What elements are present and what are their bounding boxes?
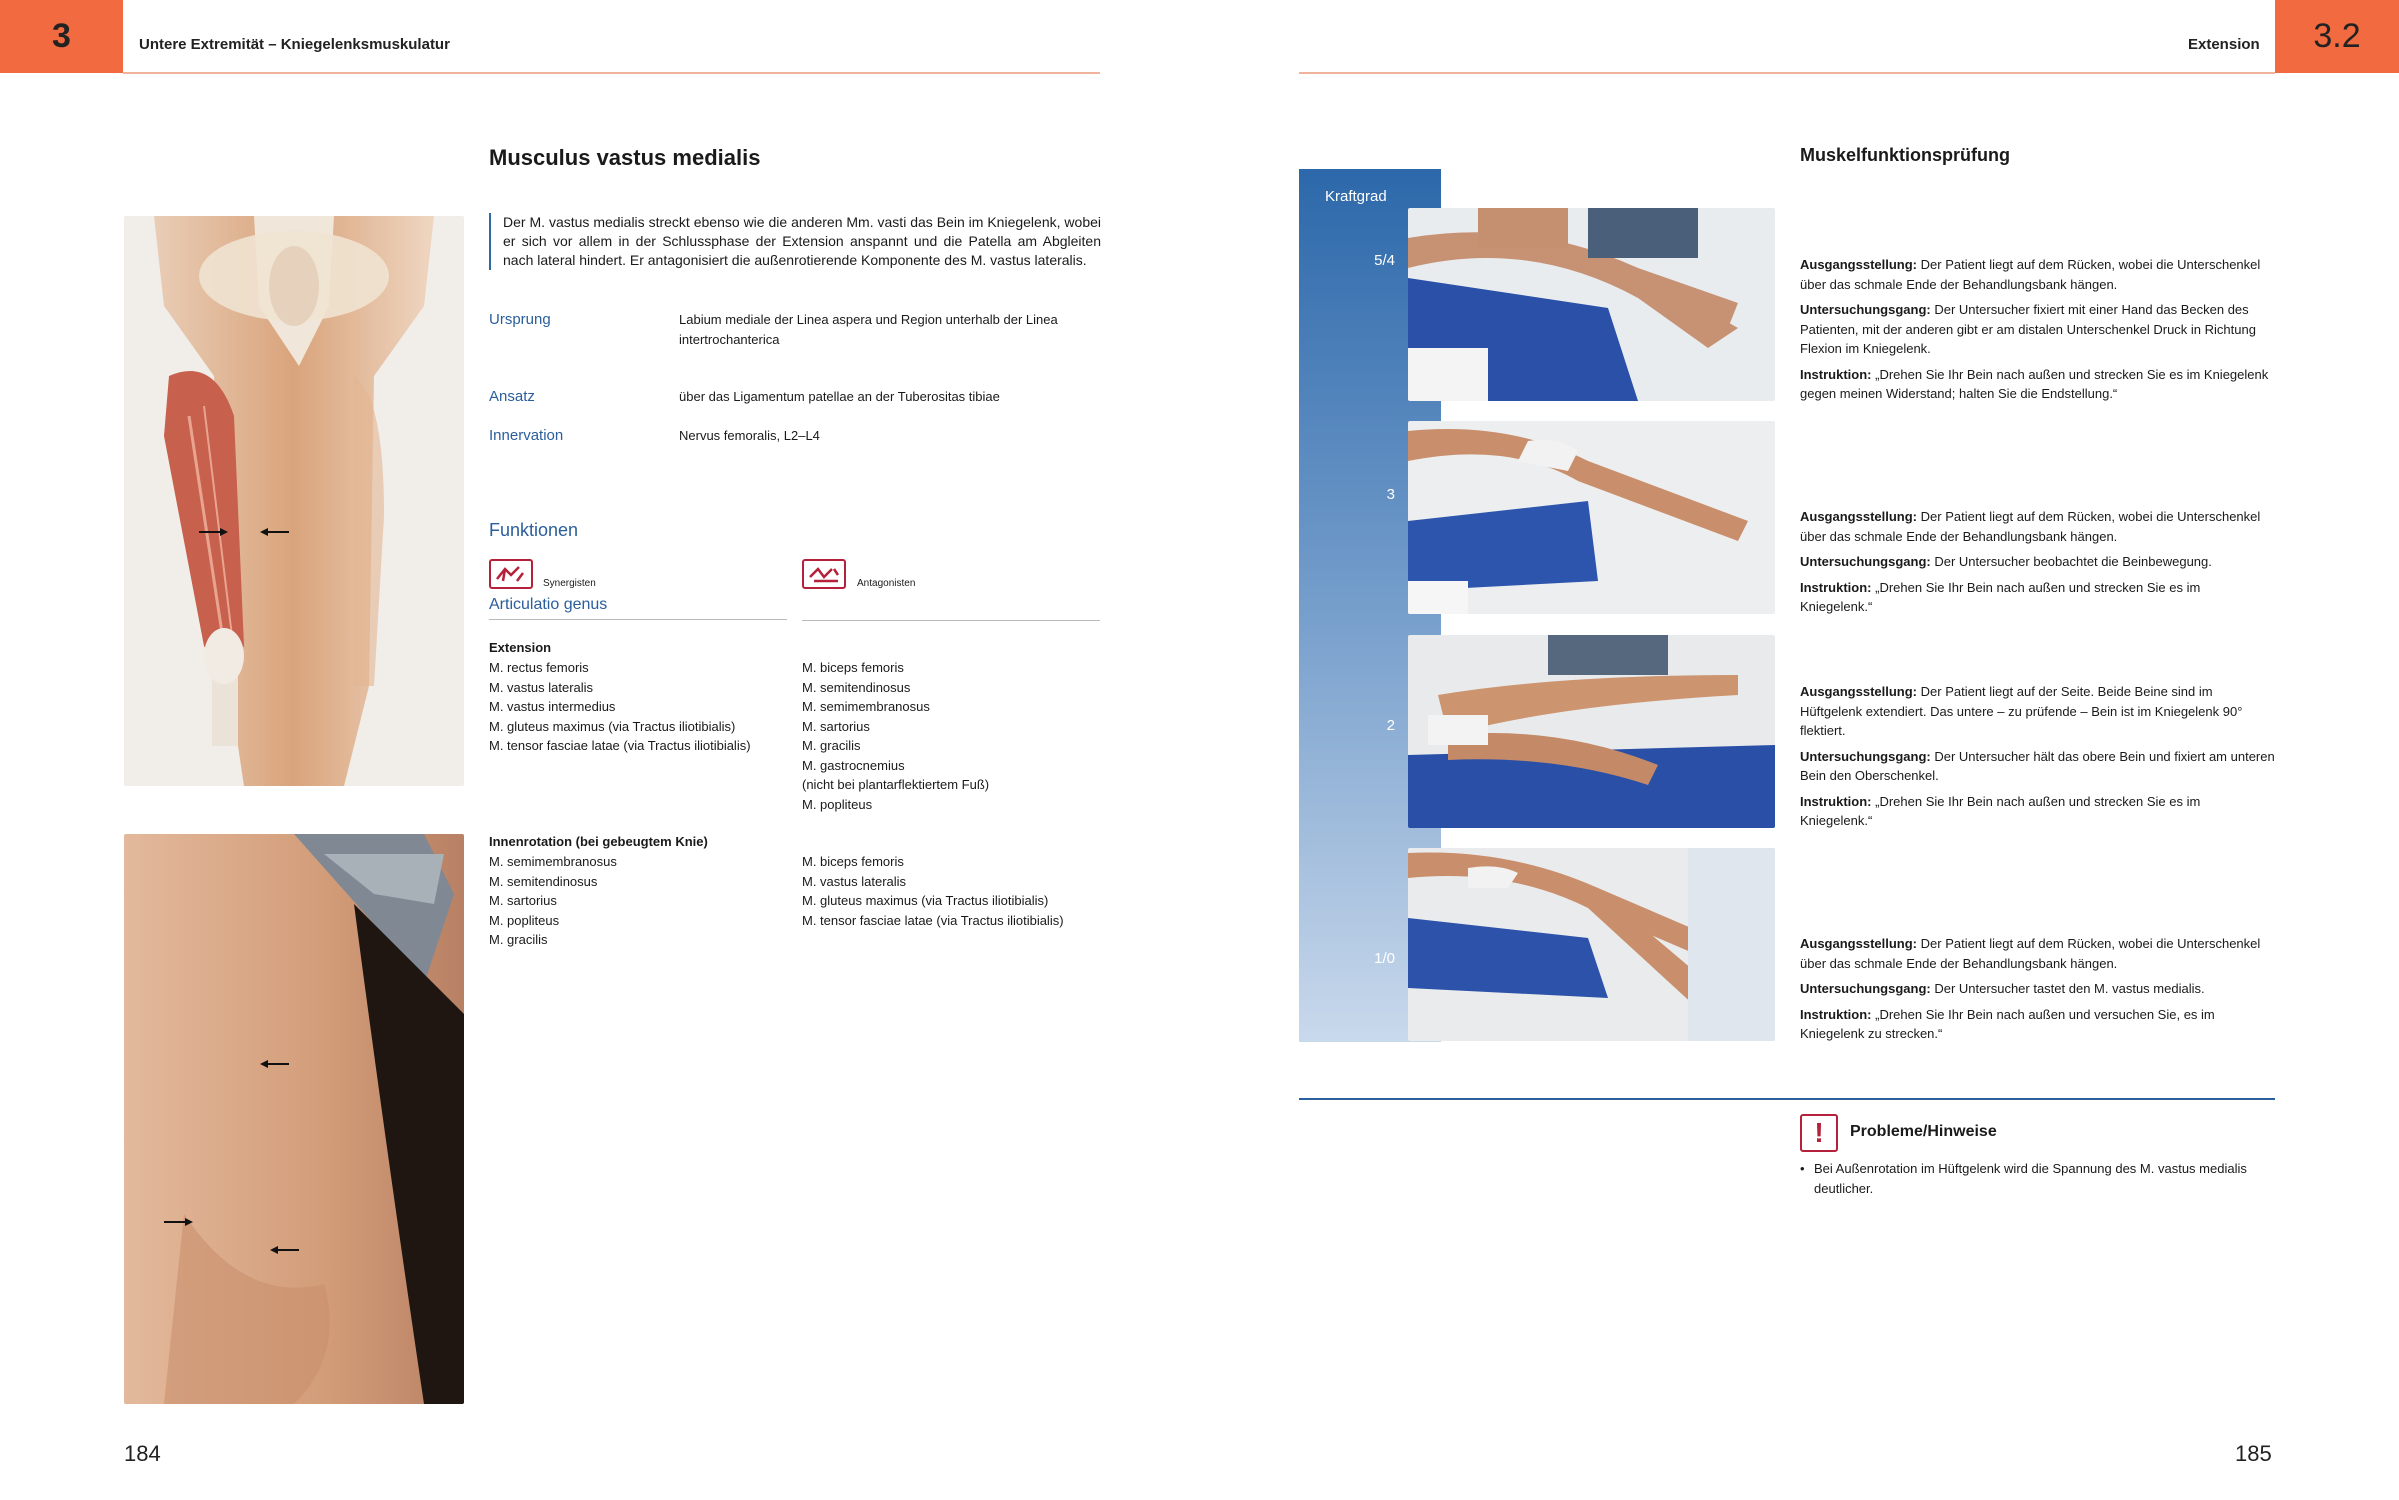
list-item: M. sartorius [802, 718, 870, 734]
test-photo-grade-2 [1408, 635, 1775, 828]
grade-label: 5/4 [1374, 252, 1395, 269]
item-label: Untersuchungsgang: [1800, 748, 1931, 764]
anatomy-illustration [124, 216, 464, 786]
list-item: M. semimembranosus [489, 854, 617, 869]
item-label: Ausgangsstellung: [1800, 684, 1918, 699]
list-item: M. semitendinosus [489, 873, 598, 889]
item-text: Der Untersucher fixiert mit einer Hand das Becken des Patienten, mit der anderen gibt er am distalen Unterschenkel Druck in Richtung Flexion im Kniegelenk. [1800, 302, 2256, 356]
functions-heading: Funktionen [489, 520, 579, 540]
chapter-number-box [0, 0, 123, 73]
chapter-number: 3 [52, 17, 71, 55]
chapter-number-box [2275, 0, 2399, 73]
item-text: Der Untersucher beobachtet die Beinbewegung. [1934, 554, 2212, 569]
list-item: M. gracilis [802, 738, 861, 753]
list-item: M. popliteus [489, 912, 560, 928]
list-item: (nicht bei plantarflektiertem Fuß) [802, 777, 990, 792]
item-text: Der Untersucher tastet den M. vastus medialis. [1934, 981, 2205, 996]
list-item: M. vastus intermedius [489, 699, 616, 714]
function-group-title: Innenrotation (bei gebeugtem Knie) [489, 834, 708, 849]
list-item: M. semitendinosus [802, 679, 911, 695]
synergists-icon [489, 559, 533, 589]
item-label: Untersuchungsgang: [1800, 981, 1931, 996]
list-item: M. rectus femoris [489, 660, 589, 675]
page-number-left: 184 [124, 1441, 161, 1466]
grade-label: 3 [1386, 486, 1395, 503]
item-text: Der Patient liegt auf der Seite. Beide Beine sind im Hüftgelenk extendiert. Das untere – zu prüfende – Bein ist im Kniegelenk 90° flektiert. [1800, 684, 2243, 738]
problems-bullet [1800, 1159, 2275, 1198]
grade-label: 2 [1386, 717, 1395, 734]
list-item: M. vastus lateralis [802, 873, 907, 889]
item-label: Untersuchungsgang: [1800, 554, 1931, 569]
synergists-label: Synergisten [543, 578, 596, 589]
kraftgrad-label: Kraftgrad [1325, 188, 1387, 205]
antagonists-icon [802, 559, 846, 589]
item-label: Ausgangsstellung: [1800, 936, 1918, 951]
synergists-list [489, 658, 789, 756]
test-description-grade-5-4 [1800, 255, 2275, 410]
item-label: Instruktion: [1800, 793, 1872, 809]
intro-text: Der M. vastus medialis streckt ebenso wie die anderen Mm. vasti das Bein im Kniegelenk, wobei er sich vor allem in der Schlussphase der Extension anspannt und die Patella am Abgleiten nach lateral hindert. Er antagonisiert die außenrotierende Komponente des M. vastus lateralis. [489, 213, 1101, 270]
joint-rule-right [802, 620, 1100, 621]
leg-photo [124, 834, 464, 1404]
bullet-text: Bei Außenrotation im Hüftgelenk wird die Spannung des M. vastus medialis deutlicher. [1814, 1161, 2247, 1196]
item-label: Untersuchungsgang: [1800, 302, 1931, 317]
page-number-right: 185 [2235, 1441, 2272, 1466]
list-item: M. gracilis [489, 932, 548, 947]
item-text: Der Patient liegt auf dem Rücken, wobei die Unterschenkel über das schmale Ende der Behandlungsbank hängen. [1800, 257, 2261, 292]
problems-heading: Probleme/Hinweise [1850, 1123, 1997, 1140]
list-item: M. gastrocnemius [802, 757, 905, 773]
bullet-icon: • [1800, 1161, 1805, 1176]
list-item: M. semimembranosus [802, 699, 930, 714]
origin-label: Ursprung [489, 311, 551, 328]
antagonists-list [802, 658, 1102, 814]
list-item: M. popliteus [802, 796, 873, 812]
grade-label: 1/0 [1374, 950, 1395, 967]
insertion-label: Ansatz [489, 388, 535, 405]
item-text: „Drehen Sie Ihr Bein nach außen und strecken Sie es im Kniegelenk.“ [1800, 579, 2201, 614]
item-label: Ausgangsstellung: [1800, 509, 1918, 524]
header-rule-right [1299, 72, 2275, 74]
running-header-left: Untere Extremität – Kniegelenksmuskulatur [139, 36, 450, 53]
antagonists-list [802, 852, 1102, 930]
list-item: M. biceps femoris [802, 660, 904, 675]
item-text: „Drehen Sie Ihr Bein nach außen und versuchen Sie, es im Kniegelenk zu strecken.“ [1800, 1006, 2215, 1041]
item-text: Der Untersucher hält das obere Bein und fixiert am unteren Bein den Oberschenkel. [1800, 748, 2275, 783]
page-title: Musculus vastus medialis [489, 145, 761, 170]
exclamation-icon: ! [1800, 1114, 1838, 1152]
item-label: Instruktion: [1800, 579, 1872, 595]
item-label: Instruktion: [1800, 366, 1872, 382]
function-group-title: Extension [489, 640, 552, 655]
item-text: „Drehen Sie Ihr Bein nach außen und strecken Sie es im Kniegelenk gegen meinen Widerstand; halten Sie die Endstellung.“ [1800, 366, 2269, 401]
item-label: Instruktion: [1800, 1006, 1872, 1022]
insertion-value: über das Ligamentum patellae an der Tuberositas tibiae [679, 389, 1000, 404]
item-label: Ausgangsstellung: [1800, 257, 1918, 272]
chapter-number: 3.2 [2313, 17, 2361, 55]
list-item: M. sartorius [489, 893, 557, 908]
innervation-label: Innervation [489, 427, 564, 444]
test-photo-grade-1-0 [1408, 848, 1775, 1041]
item-text: Der Patient liegt auf dem Rücken, wobei die Unterschenkel über das schmale Ende der Behandlungsbank hängen. [1800, 936, 2261, 971]
test-description-grade-1-0 [1800, 934, 2275, 1050]
test-photo-grade-3 [1408, 421, 1775, 614]
joint-rule-left [489, 619, 787, 620]
list-item: M. gluteus maximus (via Tractus iliotibialis) [489, 718, 736, 734]
header-rule-left [123, 72, 1100, 74]
test-description-grade-2 [1800, 682, 2275, 837]
test-photo-grade-5-4 [1408, 208, 1775, 401]
list-item: M. biceps femoris [802, 854, 904, 869]
item-text: Der Patient liegt auf dem Rücken, wobei die Unterschenkel über das schmale Ende der Behandlungsbank hängen. [1800, 509, 2261, 544]
list-item: M. tensor fasciae latae (via Tractus iliotibialis) [802, 912, 1064, 928]
synergists-list [489, 852, 789, 950]
joint-heading: Articulatio genus [489, 596, 608, 613]
running-header-right: Extension [2188, 36, 2260, 53]
item-text: „Drehen Sie Ihr Bein nach außen und strecken Sie es im Kniegelenk.“ [1800, 793, 2201, 828]
innervation-value: Nervus femoralis, L2–L4 [679, 428, 820, 443]
list-item: M. gluteus maximus (via Tractus iliotibialis) [802, 893, 1049, 908]
origin-value: Labium mediale der Linea aspera und Region unterhalb der Linea intertrochanterica [679, 312, 1058, 347]
antagonists-label: Antagonisten [857, 578, 916, 589]
list-item: M. vastus lateralis [489, 679, 594, 695]
section-title: Muskelfunktionsprüfung [1800, 145, 2010, 165]
test-description-grade-3 [1800, 507, 2275, 623]
list-item: M. tensor fasciae latae (via Tractus iliotibialis) [489, 738, 751, 753]
problems-rule [1299, 1098, 2275, 1100]
